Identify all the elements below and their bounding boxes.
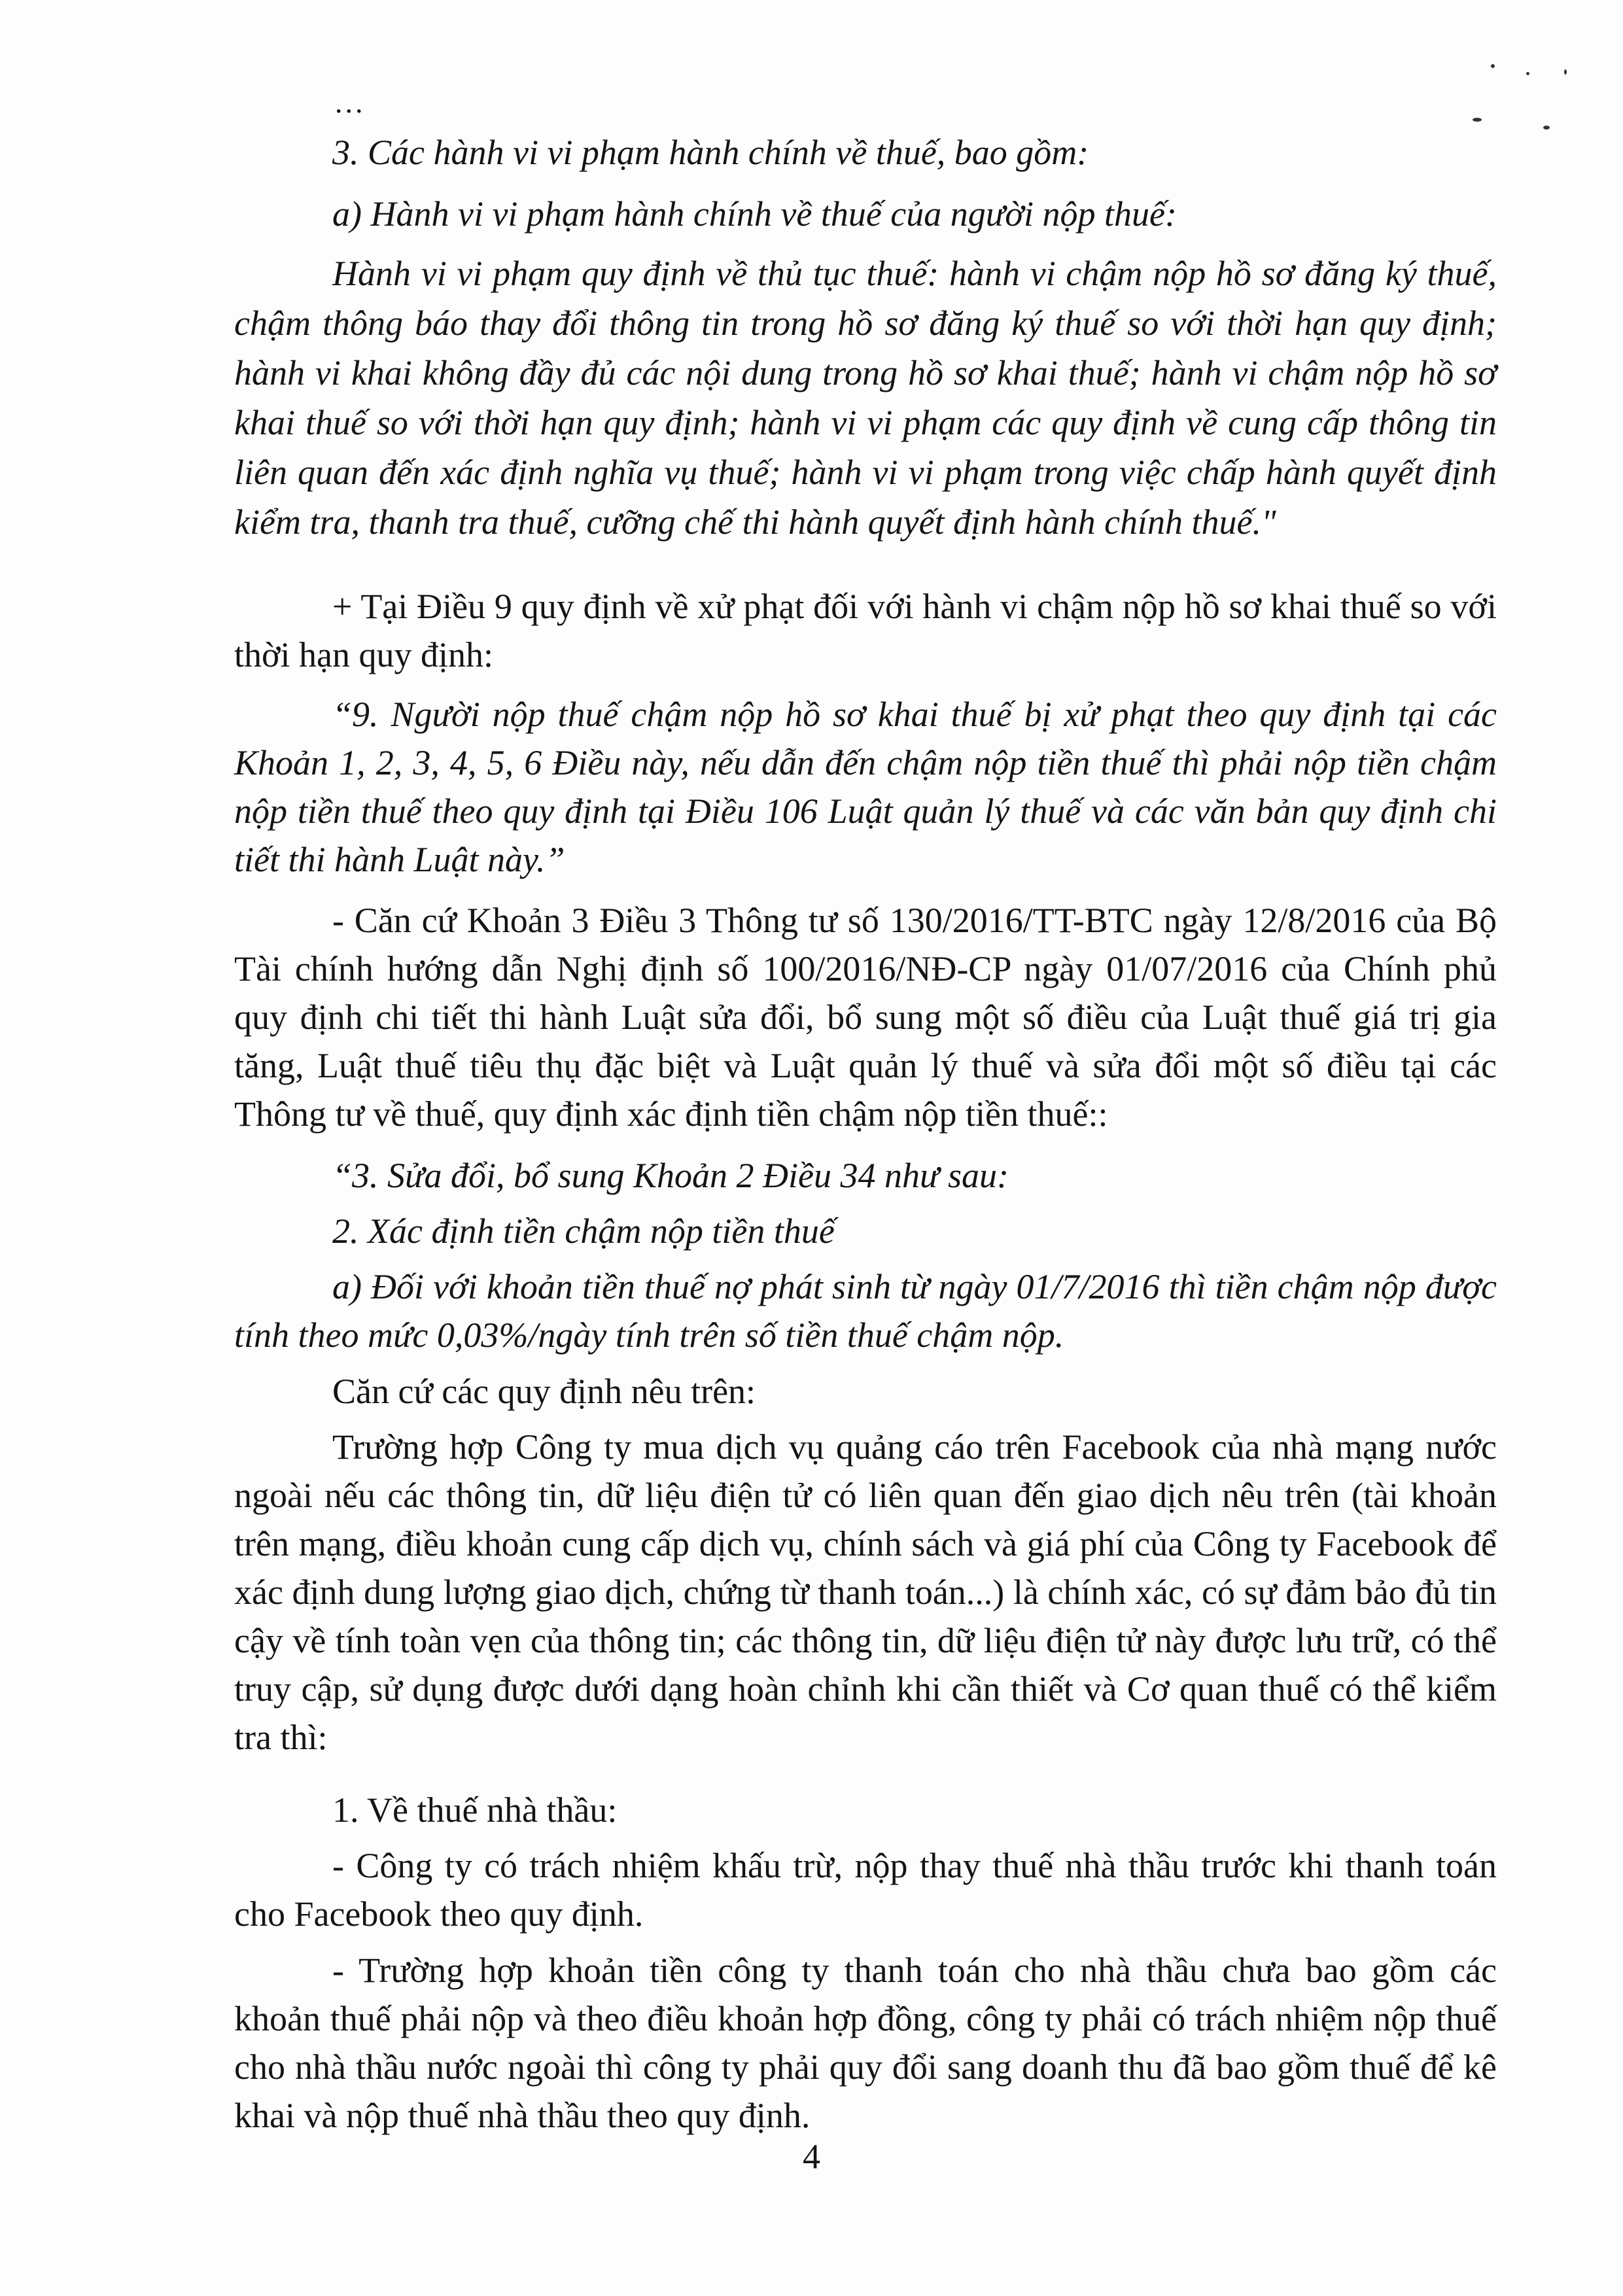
section3-heading: 3. Các hành vi vi phạm hành chính về thuế, bao gồm: — [332, 133, 1089, 172]
xac-dinh-heading: 2. Xác định tiền chậm nộp tiền thuế — [332, 1211, 835, 1251]
page-number: 4 — [803, 2137, 820, 2176]
dieu9-quote: “9. Người nộp thuế chậm nộp hồ sơ khai thuế bị xử phạt theo quy định tại các Khoản 1, 2, 3, 4, 5, 6 Điều này, nếu dẫn đến chậm nộp tiền thuế thì phải nộp tiền chậm nộp tiền thuế theo quy định tại Điều 106 Luật quản lý thuế và các văn bản quy định chi tiết thi hành Luật này.” — [234, 695, 1497, 879]
section3-a-heading: a) Hành vi vi phạm hành chính về thuế của người nộp thuế: — [332, 194, 1177, 234]
can-cu-heading: Căn cứ các quy định nêu trên: — [332, 1372, 756, 1411]
truong-hop-facebook: Trường hợp Công ty mua dịch vụ quảng cáo trên Facebook của nhà mạng nước ngoài nếu các thông tin, dữ liệu điện tử có liên quan đến giao dịch nêu trên (tài khoản trên mạng, điều khoản cung cấp dịch vụ, chính sách và giá phí của Công ty Facebook để xác định dung lượng giao dịch, chứng từ thanh toán...) là chính xác, có sự đảm bảo đủ tin cậy về tính toàn vẹn của thông tin; các thông tin, dữ liệu điện tử này được lưu trữ, có thể truy cập, sử dụng được dưới dạng hoàn chỉnh khi cần thiết và Cơ quan thuế có thể kiểm tra thì: — [234, 1427, 1497, 1757]
item1-heading: 1. Về thuế nhà thầu: — [332, 1790, 618, 1830]
item1-paragraph-2: - Trường hợp khoản tiền công ty thanh toán cho nhà thầu chưa bao gồm các khoản thuế phải nộp và theo điều khoản hợp đồng, công ty phải có trách nhiệm nộp thuế cho nhà thầu nước ngoài thì công ty phải quy đổi sang doanh thu đã bao gồm thuế để kê khai và nộp thuế nhà thầu theo quy định. — [234, 1951, 1497, 2135]
xac-dinh-a: a) Đối với khoản tiền thuế nợ phát sinh từ ngày 01/7/2016 thì tiền chậm nộp được tính theo mức 0,03%/ngày tính trên số tiền thuế chậm nộp. — [234, 1267, 1497, 1355]
thongtu-intro: - Căn cứ Khoản 3 Điều 3 Thông tư số 130/2016/TT-BTC ngày 12/8/2016 của Bộ Tài chính hướng dẫn Nghị định số 100/2016/NĐ-CP ngày 01/07/2016 của Chính phủ quy định chi tiết thi hành Luật sửa đổi, bổ sung một số điều của Luật thuế giá trị gia tăng, Luật thuế tiêu thụ đặc biệt và Luật quản lý thuế và sửa đổi một số điều tại các Thông tư về thuế, quy định xác định tiền chậm nộp tiền thuế:: — [234, 901, 1497, 1134]
ellipsis: ... — [335, 86, 366, 119]
sua-doi-heading: “3. Sửa đổi, bổ sung Khoản 2 Điều 34 như sau: — [332, 1156, 1009, 1195]
item1-paragraph-1: - Công ty có trách nhiệm khấu trừ, nộp thay thuế nhà thầu trước khi thanh toán cho Facebook theo quy định. — [234, 1846, 1497, 1934]
section3-a-body: Hành vi vi phạm quy định về thủ tục thuế: hành vi chậm nộp hồ sơ đăng ký thuế, chậm thông báo thay đổi thông tin trong hồ sơ đăng ký thuế so với thời hạn quy định; hành vi khai không đầy đủ các nội dung trong hồ sơ khai thuế; hành vi chậm nộp hồ sơ khai thuế so với thời hạn quy định; hành vi vi phạm các quy định về cung cấp thông tin liên quan đến xác định nghĩa vụ thuế; hành vi vi phạm trong việc chấp hành quyết định kiểm tra, thanh tra thuế, cưỡng chế thi hành quyết định hành chính thuế." — [234, 254, 1497, 542]
dieu9-intro: + Tại Điều 9 quy định về xử phạt đối với hành vi chậm nộp hồ sơ khai thuế so với thời hạn quy định: — [234, 587, 1497, 674]
